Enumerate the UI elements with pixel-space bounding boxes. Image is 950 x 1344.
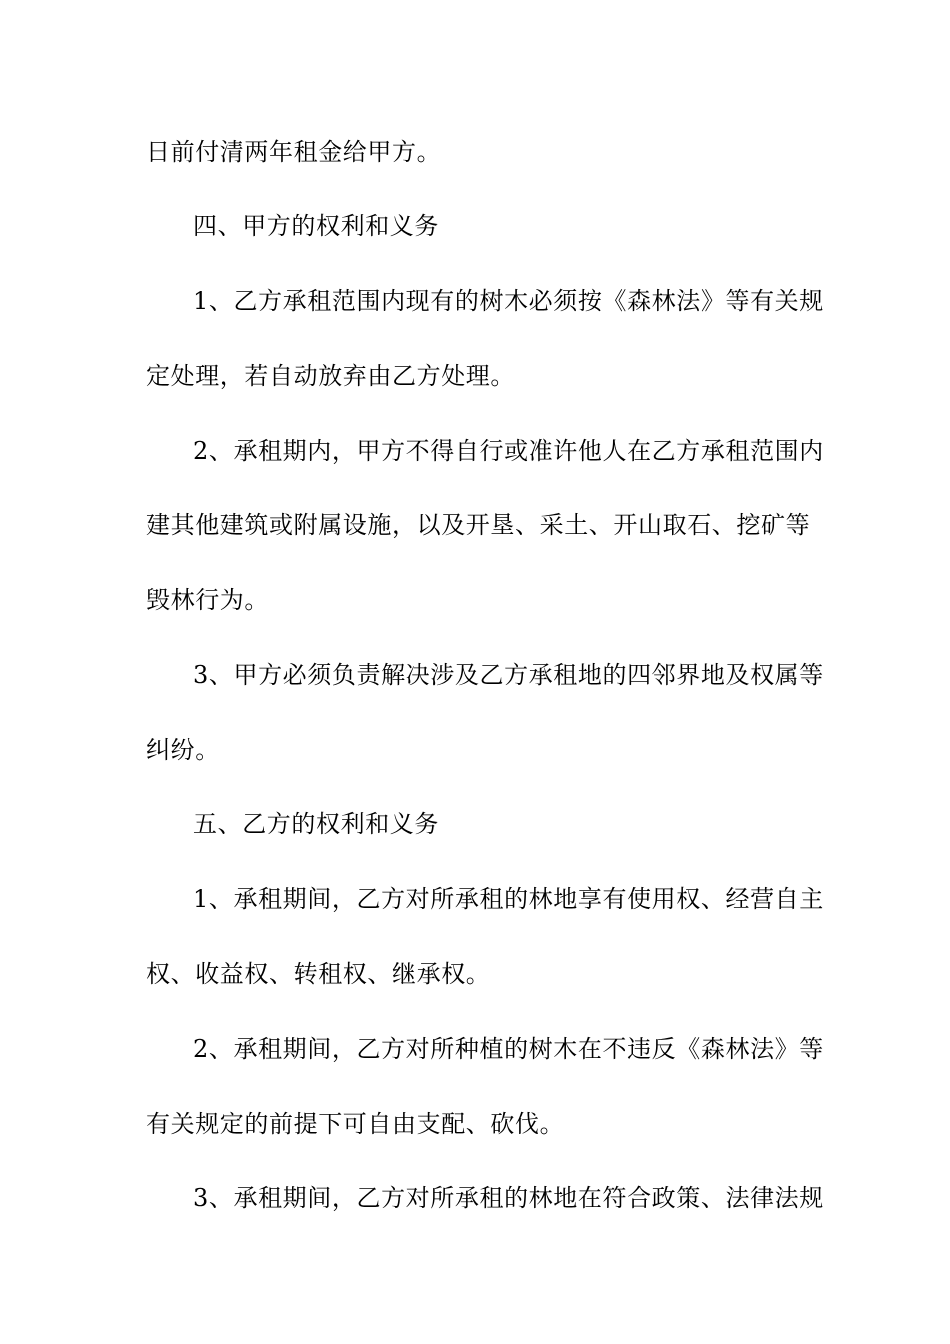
section-heading: 四、甲方的权利和义务 [193, 212, 439, 240]
text-line: 2、承租期间，乙方对所种植的树木在不违反《森林法》等 [193, 1035, 824, 1063]
text-line: 有关规定的前提下可自由支配、砍伐。 [146, 1110, 565, 1138]
text-line: 3、承租期间，乙方对所承租的林地在符合政策、法律法规 [193, 1184, 824, 1212]
text-line: 建其他建筑或附属设施，以及开垦、采土、开山取石、挖矿等 [146, 511, 811, 539]
text-line: 3、甲方必须负责解决涉及乙方承租地的四邻界地及权属等 [193, 661, 824, 689]
text-line: 日前付清两年租金给甲方。 [146, 138, 442, 166]
text-line: 1、乙方承租范围内现有的树木必须按《森林法》等有关规 [193, 287, 824, 315]
text-line: 纠纷。 [146, 736, 220, 764]
text-line: 1、承租期间，乙方对所承租的林地享有使用权、经营自主 [193, 885, 824, 913]
text-line: 毁林行为。 [146, 586, 269, 614]
text-line: 定处理，若自动放弃由乙方处理。 [146, 362, 515, 390]
text-line: 2、承租期内，甲方不得自行或准许他人在乙方承租范围内 [193, 437, 824, 465]
section-heading: 五、乙方的权利和义务 [193, 810, 439, 838]
text-line: 权、收益权、转租权、继承权。 [146, 960, 491, 988]
